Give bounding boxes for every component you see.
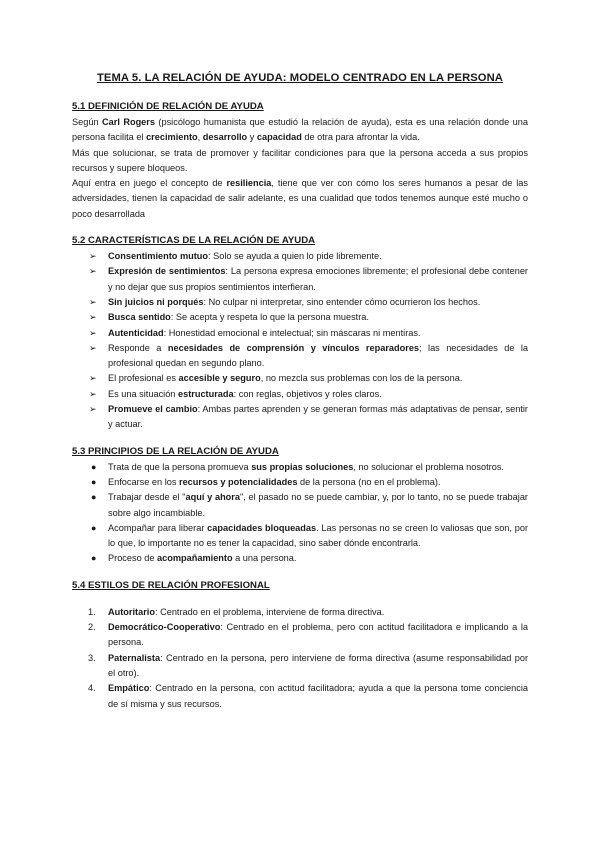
bullet-dot-icon: ● [91, 492, 97, 503]
list-item: ➢ Expresión de sentimientos: La persona expresa emociones libremente; el profesional debe contener y no dejar que sus propios sentimientos interfieran. [89, 266, 528, 292]
bullet-dot-icon: ● [91, 553, 97, 564]
list-number: 1. [88, 606, 96, 617]
arrow-bullet-icon: ➢ [89, 342, 97, 353]
section-professional-styles [72, 580, 528, 712]
document-page [72, 72, 528, 725]
arrow-bullet-icon: ➢ [89, 404, 97, 415]
list-item: ● Trabajar desde el "aquí y ahora", el pasado no se puede cambiar, y, por lo tanto, no se puede trabajar sobre algo incambiable. [91, 492, 528, 518]
paragraph: Aquí entra en juego el concepto de resiliencia, tiene que ver con cómo los seres humanos a pesar de las adversidades, tienen la capacidad de salir adelante, es una cualidad que todos tenemos aunque esté mucho o poco desarrollada [72, 178, 528, 219]
list-item: 1. Autoritario: Centrado en el problema, interviene de forma directiva. [72, 605, 528, 620]
list-number: 2. [88, 622, 96, 633]
list-item: ● Trata de que la persona promueva sus propias soluciones, no solucionar el problema nosotros. [72, 460, 528, 475]
section-heading: 5.4 ESTILOS DE RELACIÓN PROFESIONAL [72, 579, 270, 591]
list-item: ● Acompañar para liberar capacidades bloqueadas. Las personas no se creen lo valiosas que son, por lo que, lo importante no es tener la capacidad, sino saber dónde encontrarla. [91, 522, 528, 549]
page-title: TEMA 5. LA RELACIÓN DE AYUDA: MODELO CENTRADO EN LA PERSONA [97, 72, 503, 84]
list-item: 2. Democrático-Cooperativo: Centrado en el problema, pero con actitud facilitadora e implicando a la persona. [88, 622, 528, 648]
list-number: 3. [88, 652, 96, 663]
arrow-bullet-icon: ➢ [89, 327, 97, 338]
arrow-bullet-icon: ➢ [89, 312, 97, 323]
bullet-dot-icon: ● [91, 476, 97, 487]
list-item: ● Proceso de acompañamiento a una persona. [72, 551, 528, 566]
arrow-bullet-icon: ➢ [89, 373, 97, 384]
list-item: ➢ Responde a necesidades de comprensión y vínculos reparadores; las necesidades de la profesional quedan en segundo plano. [89, 342, 529, 369]
list-item: ➢ Busca sentido: Se acepta y respeta lo que la persona muestra. [72, 310, 528, 325]
paragraph: Según Carl Rogers (psicólogo humanista que estudió la relación de ayuda), esta es una relación donde una persona facilita el crecimiento, desarrollo y capacidad de otra para afrontar la vida. [72, 117, 528, 143]
list-item: ➢ El profesional es accesible y seguro, no mezcla sus problemas con los de la persona. [72, 371, 528, 386]
list-item: 4. Empático: Centrado en la persona, con actitud facilitadora; ayuda a que la persona tome conciencia de sí misma y sus recursos. [88, 683, 528, 709]
arrow-bullet-icon: ➢ [89, 266, 97, 277]
list-item: ➢ Es una situación estructurada: con reglas, objetivos y roles claros. [72, 387, 528, 402]
paragraph: Más que solucionar, se trata de promover y facilitar condiciones para que la persona acceda a sus propios recursos y supere bloqueos. [72, 147, 528, 173]
arrow-bullet-icon: ➢ [89, 296, 97, 307]
section-characteristics [72, 235, 528, 433]
list-item: ➢ Promueve el cambio: Ambas partes aprenden y se generan formas más adaptativas de pensar, sentir y actuar. [89, 404, 528, 430]
arrow-bullet-icon: ➢ [89, 251, 97, 262]
characteristics-list [72, 249, 528, 433]
section-heading: 5.1 DEFINICIÓN DE RELACIÓN DE AYUDA [72, 101, 264, 112]
list-item: ➢ Autenticidad: Honestidad emocional e intelectual; sin máscaras ni mentiras. [72, 326, 528, 341]
section-heading: 5.3 PRINCIPIOS DE LA RELACIÓN DE AYUDA [72, 445, 279, 457]
bullet-dot-icon: ● [91, 461, 97, 472]
list-item: ➢ Sin juicios ni porqués: No culpar ni interpretar, sino entender cómo ocurrieron los hechos. [72, 295, 528, 310]
styles-list [72, 605, 528, 712]
list-item: ➢ Consentimiento mutuo: Solo se ayuda a quien lo pide libremente. [72, 249, 528, 264]
arrow-bullet-icon: ➢ [89, 388, 97, 399]
list-item: ● Enfocarse en los recursos y potencialidades de la persona (no en el problema). [72, 475, 528, 490]
section-principles [72, 446, 528, 567]
principles-list [72, 460, 528, 567]
section-heading: 5.2 CARACTERÍSTICAS DE LA RELACIÓN DE AYUDA [72, 235, 316, 247]
bullet-dot-icon: ● [91, 522, 97, 533]
list-number: 4. [88, 683, 96, 694]
list-item: 3. Paternalista: Centrado en la persona, pero interviene de forma directiva (asume responsabilidad por el otro). [88, 652, 528, 678]
section-definition [72, 101, 528, 222]
